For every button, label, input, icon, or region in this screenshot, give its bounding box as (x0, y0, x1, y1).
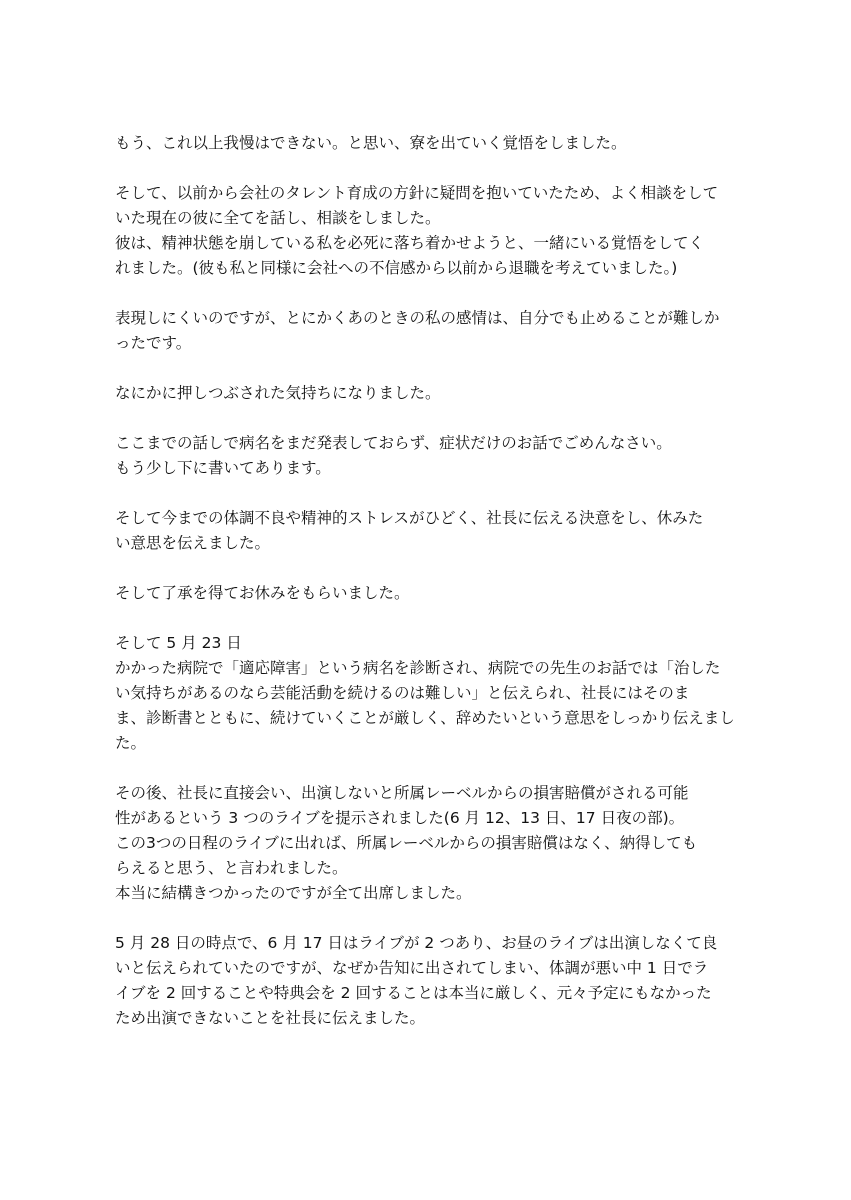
paragraph (115, 631, 745, 756)
paragraph-line: この3つの日程のライブに出れば、所属レーベルからの損害賠償はなく、納得しても (115, 834, 698, 852)
paragraph-line: た。 (115, 734, 147, 752)
paragraph-line: ため出演できないことを社長に伝えました。 (115, 1009, 426, 1027)
paragraph-line: ま、診断書とともに、続けていくことが厳しく、辞めたいという意思をしっかり伝えまし (115, 709, 735, 727)
paragraph (115, 181, 745, 281)
paragraph-line: そして今までの体調不良や精神的ストレスがひどく、社長に伝える決意をし、休みた (115, 509, 704, 527)
paragraph-line: いた現在の彼に全てを話し、相談をしました。 (115, 209, 441, 227)
paragraph-line: いと伝えられていたのですが、なぜか告知に出されてしまい、体調が悪い中 1 日でラ (115, 959, 709, 977)
paragraph (115, 131, 745, 156)
paragraph-line: もう少し下に書いてあります。 (115, 459, 331, 477)
paragraph-line: らえると思う、と言われました。 (115, 859, 348, 877)
paragraph-line: そして了承を得てお休みをもらいました。 (115, 584, 410, 602)
paragraph-line: 表現しにくいのですが、とにかくあのときの私の感情は、自分でも止めることが難しか (115, 309, 720, 327)
paragraph-line: 性があるという 3 つのライブを提示されました(6 月 12、13 日、17 日夜の部)。 (115, 809, 685, 827)
paragraph (115, 431, 745, 481)
paragraph (115, 306, 745, 356)
paragraph-line: ったです。 (115, 334, 192, 352)
paragraph (115, 581, 745, 606)
paragraph-line: れました。(彼も私と同様に会社への不信感から以前から退職を考えていました。) (115, 259, 678, 277)
paragraph-line: い気持ちがあるのなら芸能活動を続けるのは難しい」と伝えられ、社長にはそのま (115, 684, 690, 702)
paragraph-line: 彼は、精神状態を崩している私を必死に落ち着かせようと、一緒にいる覚悟をしてく (115, 234, 705, 252)
paragraph-line: ここまでの話しで病名をまだ発表しておらず、症状だけのお話でごめんなさい。 (115, 434, 672, 452)
paragraph-line: なにかに押しつぶされた気持ちになりました。 (115, 384, 441, 402)
paragraph (115, 506, 745, 556)
paragraph-line: 本当に結構きつかったのですが全て出席しました。 (115, 884, 472, 902)
document-body (115, 131, 745, 1056)
paragraph-line: イブを 2 回することや特典会を 2 回することは本当に厳しく、元々予定にもなかった (115, 984, 712, 1002)
paragraph (115, 931, 745, 1031)
paragraph-line: そして 5 月 23 日 (115, 634, 242, 652)
paragraph-line: い意思を伝えました。 (115, 534, 271, 552)
paragraph-line: 5 月 28 日の時点で、6 月 17 日はライブが 2 つあり、お昼のライブは出演しなくて良 (115, 934, 718, 952)
paragraph (115, 781, 745, 906)
paragraph-line: もう、これ以上我慢はできない。と思い、寮を出ていく覚悟をしました。 (115, 134, 627, 152)
paragraph-line: かかった病院で「適応障害」という病名を診断され、病院での先生のお話では「治した (115, 659, 721, 677)
paragraph (115, 381, 745, 406)
paragraph-line: そして、以前から会社のタレント育成の方針に疑問を抱いていたため、よく相談をして (115, 184, 719, 202)
paragraph-line: その後、社長に直接会い、出演しないと所属レーベルからの損害賠償がされる可能 (115, 784, 689, 802)
